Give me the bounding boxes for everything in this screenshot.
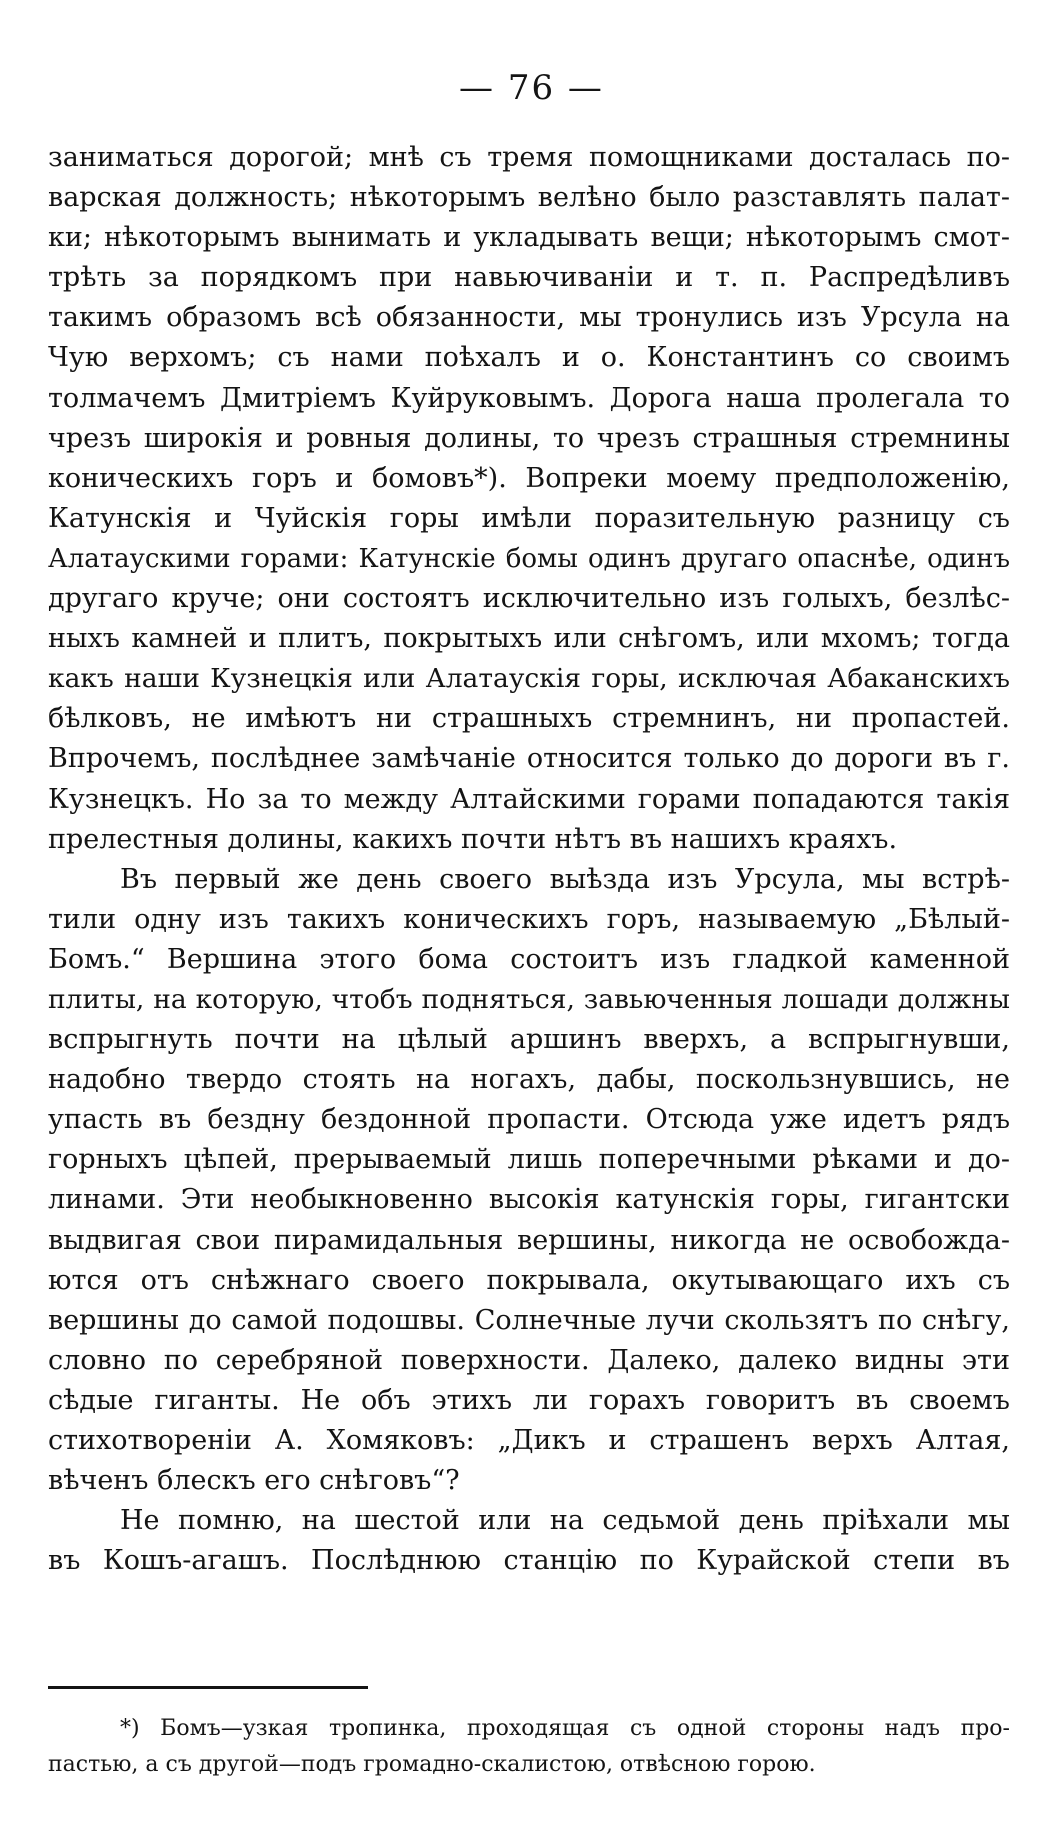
text-line: въ Кошъ-агашъ. Послѣднюю станцію по Курайской степи въ [48,1545,1010,1577]
text-line: Алатаускими горами: Катунскіе бомы одинъ другаго опаснѣе, одинъ [48,543,1010,574]
text-line: Бомъ.“ Вершина этого бома состоитъ изъ гладкой каменной [48,943,1010,975]
text-line: заниматься дорогой; мнѣ съ тремя помощниками досталась по- [48,142,1010,173]
text-line: сѣдые гиганты. Не объ этихъ ли горахъ говоритъ въ своемъ [48,1384,1010,1416]
text-line: выдвигая свои пирамидальныя вершины, никогда не освобожда- [48,1224,1010,1256]
text-line: вершины до самой подошвы. Солнечные лучи скользятъ по снѣгу, [48,1304,1010,1336]
text-line: плиты, на которую, чтобъ подняться, завьюченныя лошади должны [48,983,1010,1015]
text-line: коническихъ горъ и бомовъ*). Вопреки моему предположенію, [48,462,1010,494]
text-line: прелестныя долины, какихъ почти нѣтъ въ нашихъ краяхъ. [48,823,898,855]
text-line: надобно твердо стоять на ногахъ, дабы, поскользнувшись, не [48,1064,1010,1096]
text-line: варская должность; нѣкоторымъ велѣно было разставлять палат- [48,182,1010,214]
text-line: Не помню, на шестой или на седьмой день пріѣхали мы [120,1505,1010,1537]
text-line: стихотвореніи А. Хомяковъ: „Дикъ и страшенъ верхъ Алтая, [48,1425,1010,1456]
text-line: линами. Эти необыкновенно высокія катунскія горы, гигантски [48,1184,1010,1216]
text-line: чрезъ широкія и ровныя долины, то чрезъ страшныя стремнины [48,422,1010,454]
text-line: другаго круче; они состоятъ исключительно изъ голыхъ, безлѣс- [48,583,1010,615]
text-line: бѣлковъ, не имѣютъ ни страшныхъ стремнинъ, ни пропастей. [48,703,1010,735]
footnotes [48,1711,1010,1783]
text-line: ются отъ снѣжнаго своего покрывала, окутывающаго ихъ съ [48,1264,1010,1296]
text-line: упасть въ бездну бездонной пропасти. Отсюда уже идетъ рядъ [48,1104,1010,1136]
text-line: какъ наши Кузнецкія или Алатаускія горы, исключая Абаканскихъ [48,663,1010,695]
text-line: ныхъ камней и плитъ, покрытыхъ или снѣгомъ, или мхомъ; тогда [48,623,1010,655]
footnote-line: пастью, а съ другой—подъ громадно-скалистою, отвѣсною горою. [48,1752,816,1777]
footnote-line: *) Бомъ—узкая тропинка, проходящая съ одной стороны надъ про- [120,1716,1010,1741]
text-line: Катунскія и Чуйскія горы имѣли поразительную разницу съ [48,502,1010,534]
text-line: вѣченъ блескъ его снѣговъ“? [48,1465,460,1497]
page-number: — 76 — [459,68,604,108]
body-text [48,138,1010,1581]
text-line: Кузнецкъ. Но за то между Алтайскими горами попадаются такія [48,783,1010,815]
footnote-rule [48,1686,368,1689]
text-line: словно по серебряной поверхности. Далеко, далеко видны эти [48,1344,1010,1376]
text-line: трѣть за порядкомъ при навьючиваніи и т. п. Распредѣливъ [48,262,1010,294]
text-line: вспрыгнуть почти на цѣлый аршинъ вверхъ, а вспрыгнувши, [48,1024,1010,1056]
text-line: горныхъ цѣпей, прерываемый лишь поперечными рѣками и до- [48,1144,1010,1176]
text-line: тили одну изъ такихъ коническихъ горъ, называемую „Бѣлый- [48,903,1010,935]
text-line: ки; нѣкоторымъ вынимать и укладывать вещи; нѣкоторымъ смот- [48,222,1010,254]
text-line: Впрочемъ, послѣднее замѣчаніе относится только до дороги въ г. [48,743,1010,775]
text-line: такимъ образомъ всѣ обязанности, мы тронулись изъ Урсула на [48,302,1010,334]
text-line: Въ первый же день своего выѣзда изъ Урсула, мы встрѣ- [120,863,1010,895]
text-line: Чую верхомъ; съ нами поѣхалъ и о. Константинъ со своимъ [48,342,1010,374]
text-line: толмачемъ Дмитріемъ Куйруковымъ. Дорога наша пролегала то [48,382,1010,414]
